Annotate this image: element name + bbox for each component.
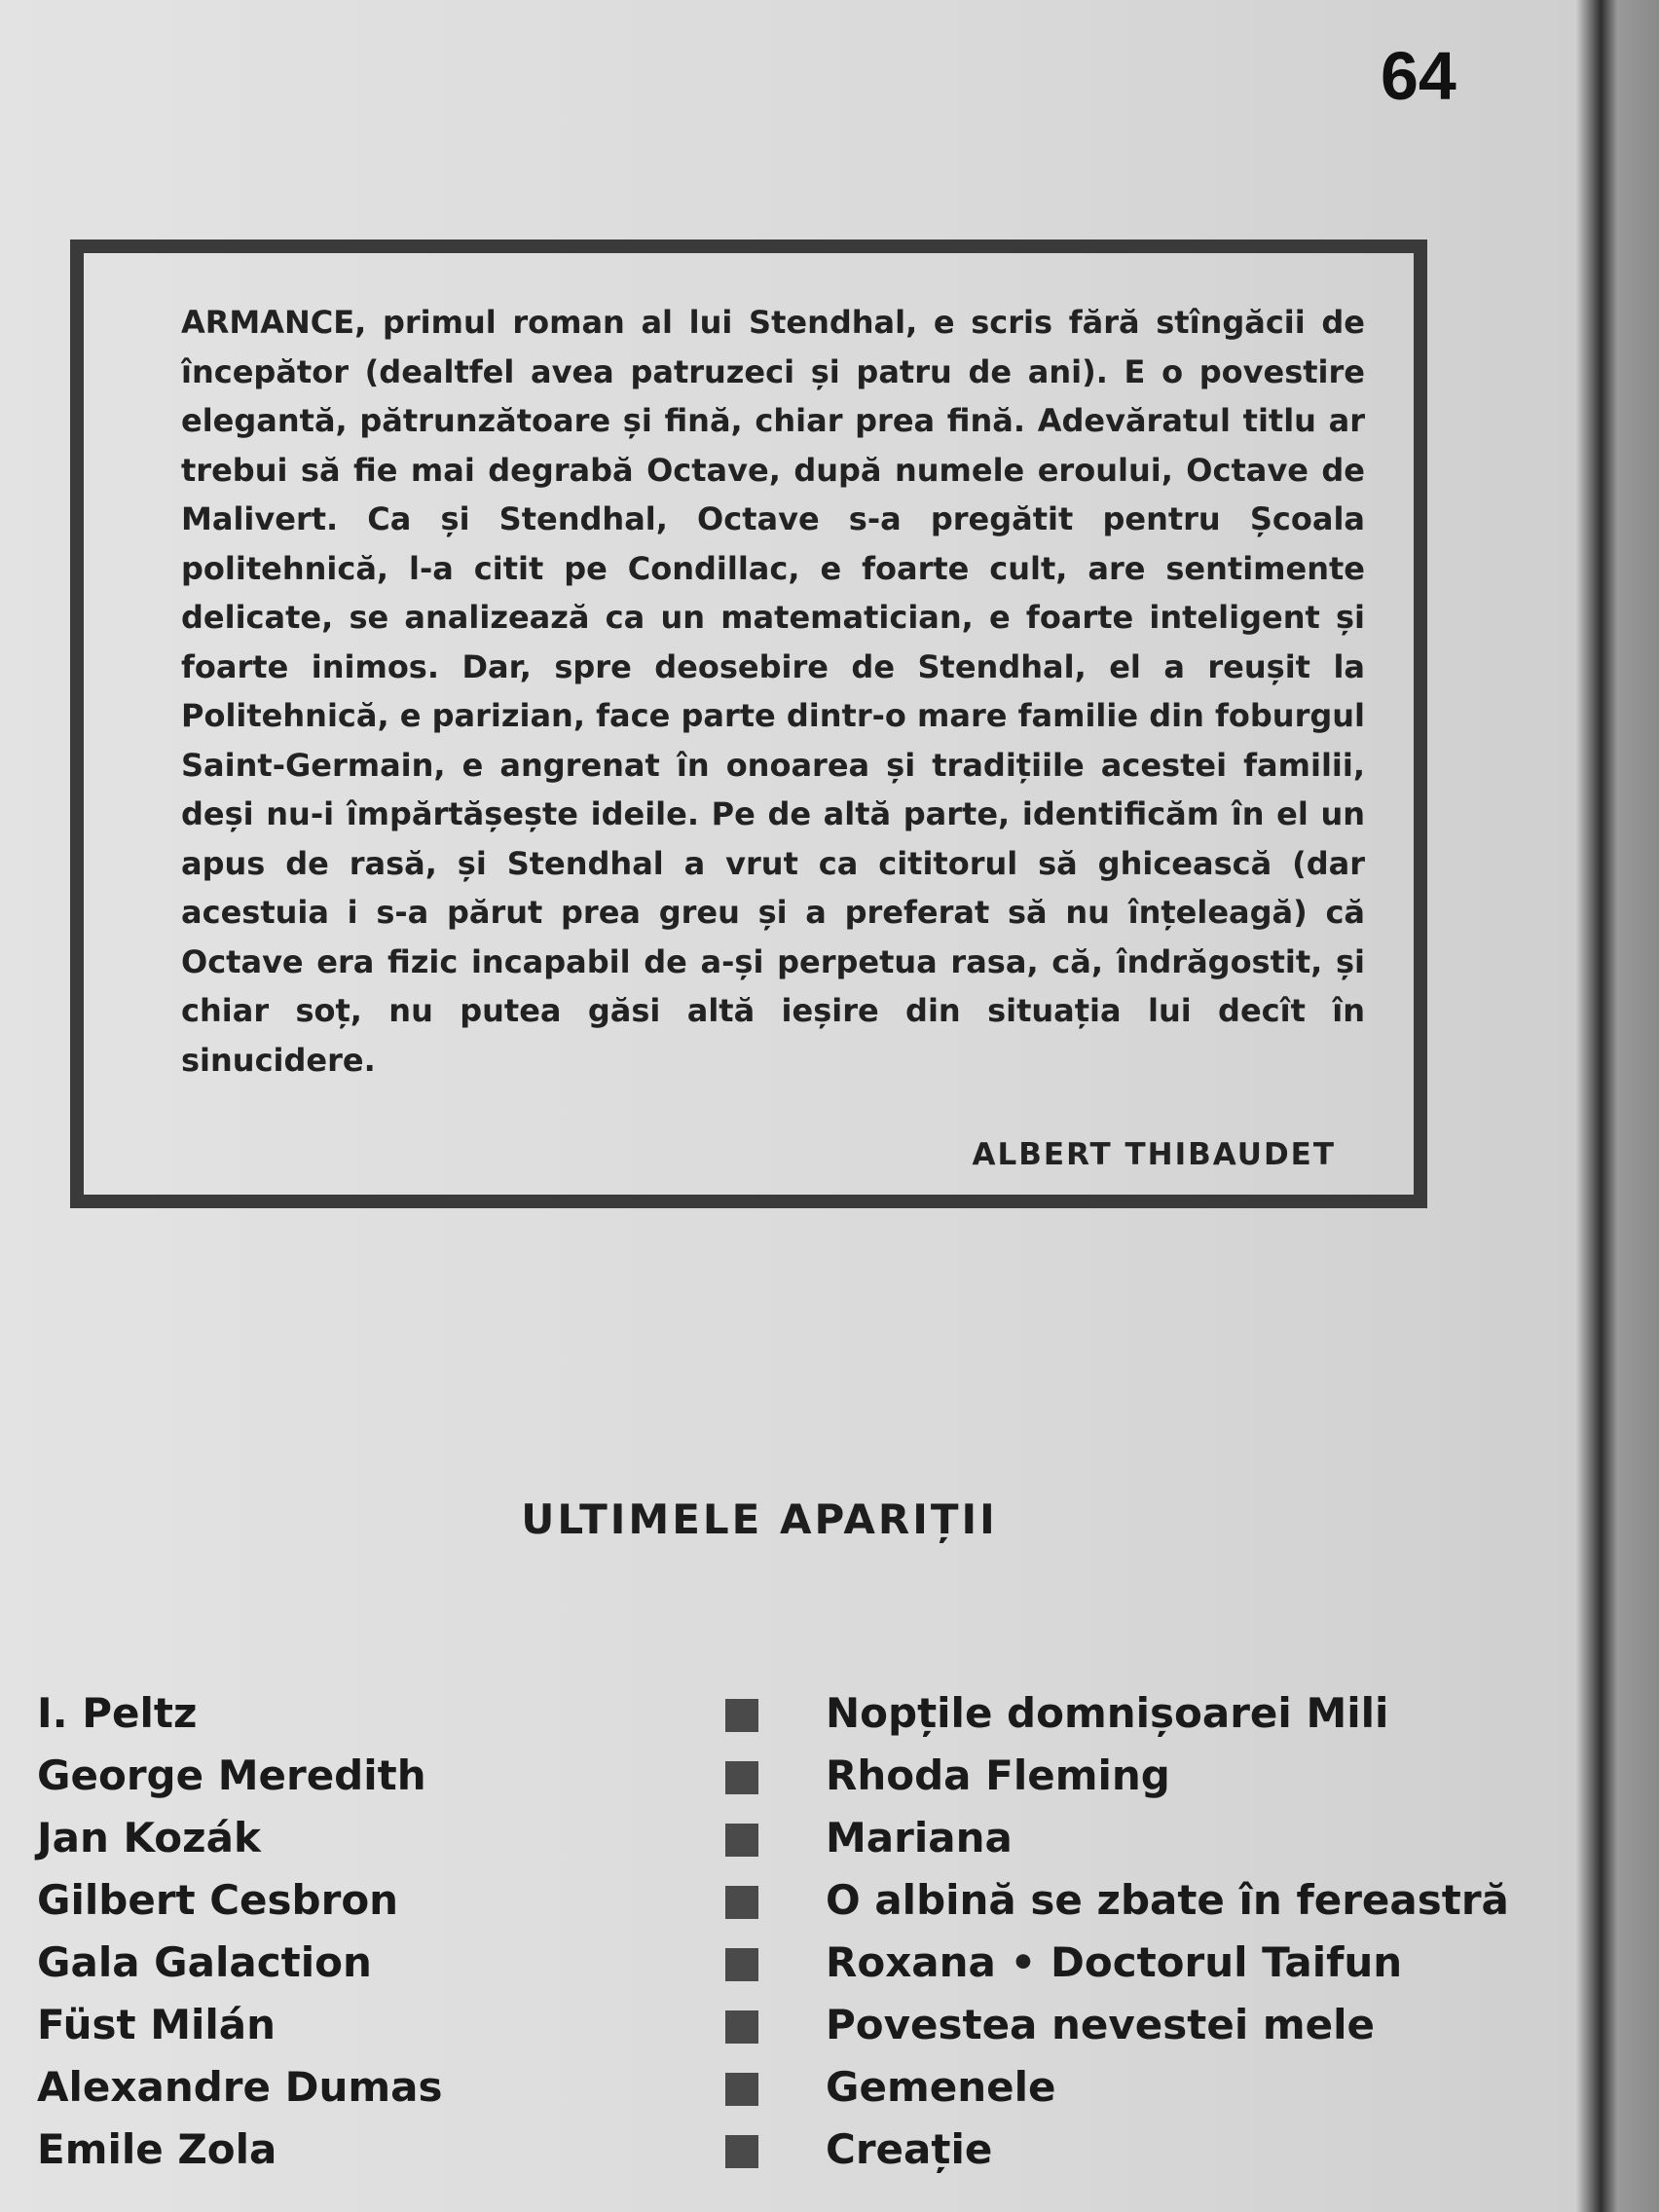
book-author: Füst Milán bbox=[37, 2001, 276, 2048]
square-bullet-icon bbox=[725, 2135, 758, 2168]
book-row bbox=[0, 2063, 1519, 2125]
book-title: Mariana bbox=[826, 1814, 1013, 1862]
latest-releases-title: ULTIMELE APARIȚII bbox=[521, 1495, 998, 1543]
book-author: I. Peltz bbox=[37, 1689, 198, 1737]
book-row bbox=[0, 1751, 1519, 1814]
book-title: Creație bbox=[826, 2125, 993, 2173]
review-author: ALBERT THIBAUDET bbox=[972, 1137, 1336, 1172]
book-row bbox=[0, 1938, 1519, 2001]
square-bullet-icon bbox=[725, 1824, 758, 1857]
book-row bbox=[0, 1814, 1519, 1876]
book-author: Emile Zola bbox=[37, 2125, 277, 2173]
dot-separator: • bbox=[1010, 1938, 1037, 1986]
book-title-first: Roxana bbox=[826, 1938, 996, 1986]
book-author: Alexandre Dumas bbox=[37, 2063, 443, 2111]
square-bullet-icon bbox=[725, 2010, 758, 2044]
book-row bbox=[0, 1876, 1519, 1938]
book-title: Nopțile domnișoarei Mili bbox=[826, 1689, 1389, 1737]
book-title: Povestea nevestei mele bbox=[826, 2001, 1375, 2048]
square-bullet-icon bbox=[725, 1886, 758, 1919]
square-bullet-icon bbox=[725, 2073, 758, 2106]
review-text: ARMANCE, primul roman al lui Stendhal, e scris fără stîngăcii de începător (dealtfel avea patruzeci și patru de ani). E o povestire elegantă, pătrunzătoare și fină, chiar prea fină. Adevăratul titlu ar trebui să fie mai degrabă Octave, după numele eroului, Octave de Malivert. Ca și Stendhal, Octave s-a pregătit pentru Școala politehnică, l-a citit pe Condillac, e foarte cult, are sentimente delicate, se analizează ca un matematician, e foarte inteligent și foarte inimos. Dar, spre deosebire de Stendhal, el a reușit la Politehnică, e parizian, face parte dintr-o mare familie din foburgul Saint-Germain, e angrenat în onoarea și tradițiile acestei familii, deși nu-i împărtășește ideile. Pe de altă parte, identificăm în el un apus de rasă, și Stendhal a vrut ca cititorul să ghicească (dar acestuia i s-a părut prea greu și a preferat să nu înțeleagă) că Octave era fizic incapabil de a-și perpetua rasa, că, îndrăgostit, și chiar soț, nu putea găsi altă ieșire din situația lui decît în sinucidere. bbox=[181, 304, 1366, 1079]
book-row bbox=[0, 2001, 1519, 2063]
square-bullet-icon bbox=[725, 1699, 758, 1732]
page-number: 64 bbox=[1381, 38, 1456, 114]
book-title-double bbox=[826, 1938, 1402, 1986]
book-title-second: Doctorul Taifun bbox=[1050, 1938, 1403, 1986]
review-box bbox=[70, 240, 1427, 1208]
book-row bbox=[0, 2125, 1519, 2188]
book-title: Rhoda Fleming bbox=[826, 1751, 1170, 1799]
book-author: Gala Galaction bbox=[37, 1938, 372, 1986]
book-author: George Meredith bbox=[37, 1751, 426, 1799]
book-row bbox=[0, 1689, 1519, 1751]
book-author: Jan Kozák bbox=[37, 1814, 261, 1862]
square-bullet-icon bbox=[725, 1948, 758, 1981]
latest-releases-list bbox=[0, 1689, 1519, 2188]
book-author: Gilbert Cesbron bbox=[37, 1876, 399, 1924]
book-title: Gemenele bbox=[826, 2063, 1056, 2111]
square-bullet-icon bbox=[725, 1761, 758, 1794]
book-title: O albină se zbate în fereastră bbox=[826, 1876, 1509, 1924]
